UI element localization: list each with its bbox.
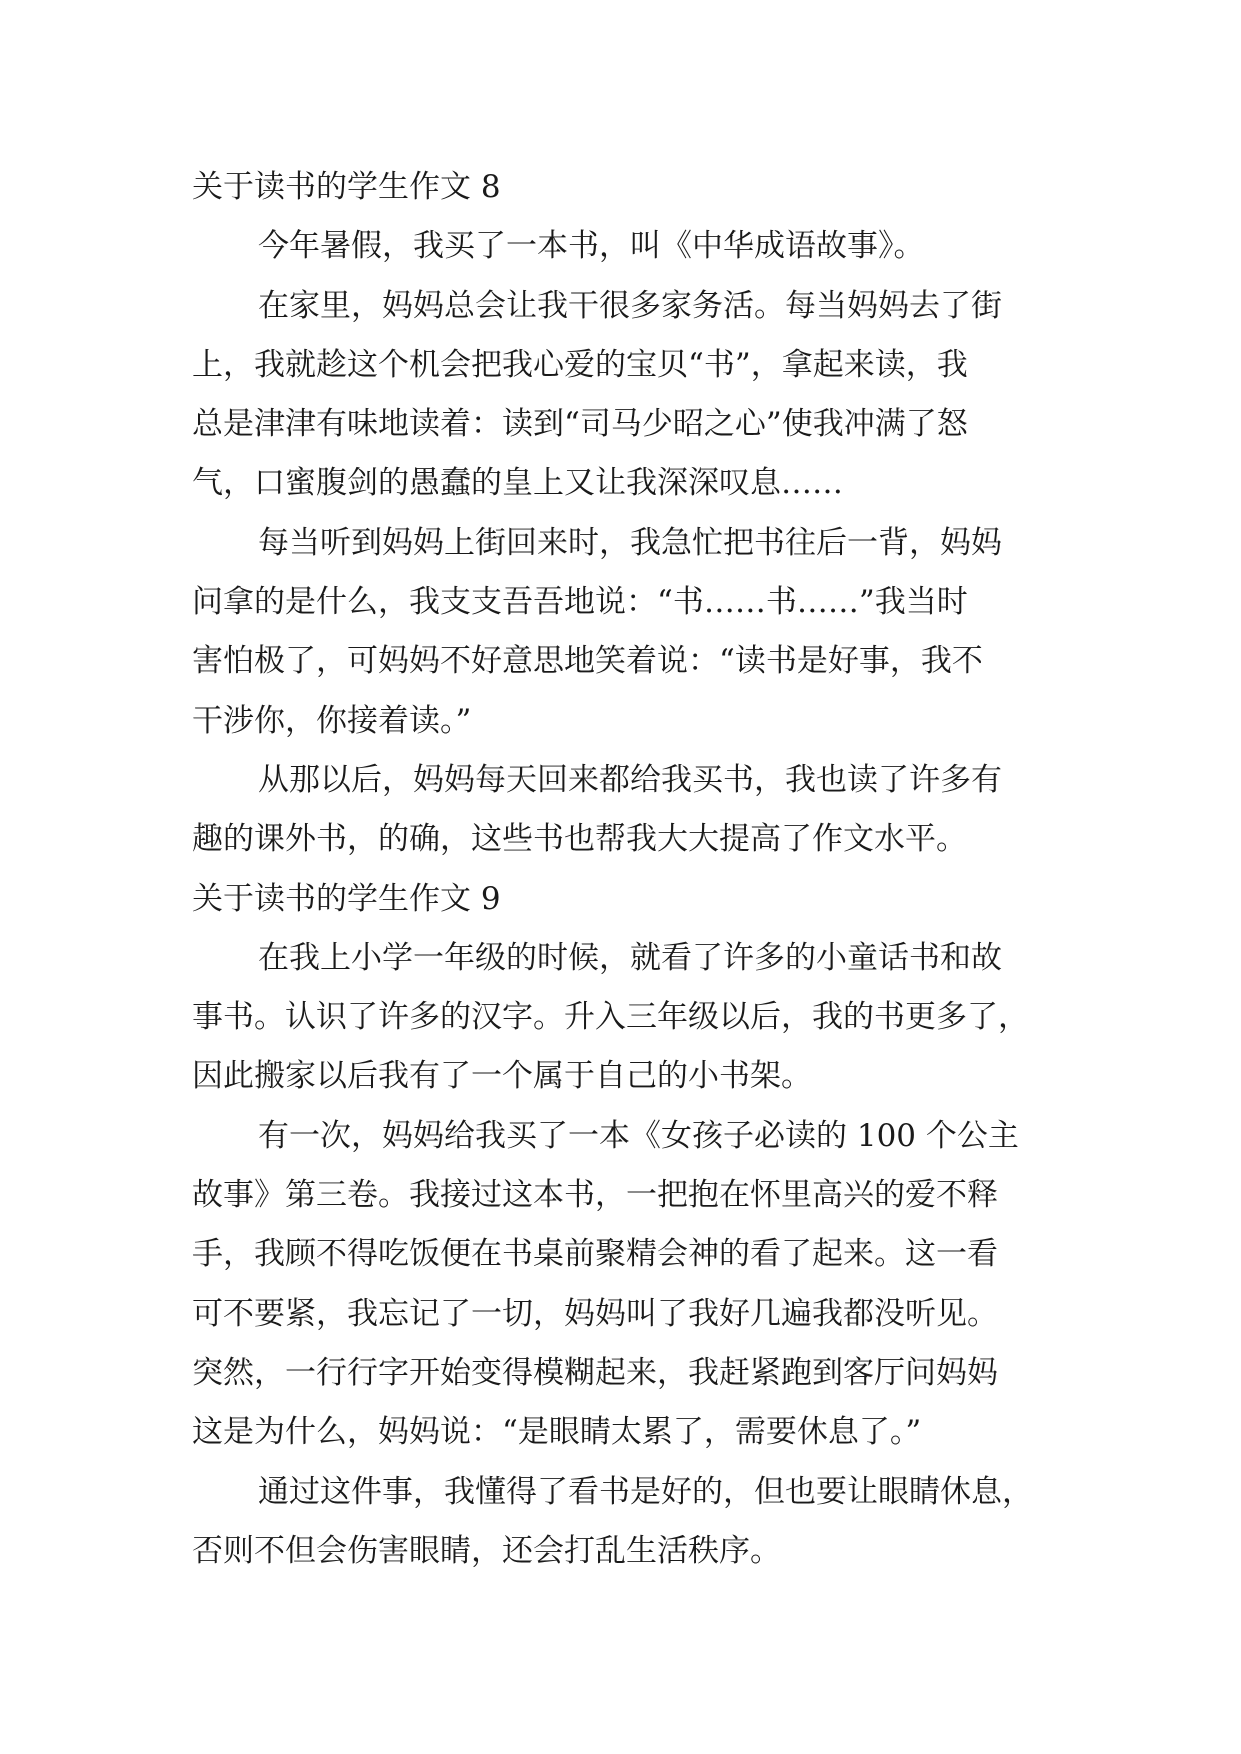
document-body xyxy=(192,158,1052,1581)
paragraph-line: 可不要紧，我忘记了一切，妈妈叫了我好几遍我都没听见。 xyxy=(192,1295,998,1332)
paragraph-first-line: 从那以后，妈妈每天回来都给我买书，我也读了许多有 xyxy=(258,761,1002,798)
paragraph-first-line: 今年暑假，我买了一本书，叫《中华成语故事》。 xyxy=(258,228,925,265)
paragraph-first-line: 通过这件事，我懂得了看书是好的，但也要让眼睛休息， xyxy=(258,1473,1033,1510)
paragraph-line: 突然，一行行字开始变得模糊起来，我赶紧跑到客厅问妈妈 xyxy=(192,1354,998,1391)
essay-heading: 关于读书的学生作文 8 xyxy=(192,169,501,205)
paragraph-line: 上，我就趁这个机会把我心爱的宝贝“书”，拿起来读，我 xyxy=(192,346,968,383)
paragraph-line: 总是津津有味地读着：读到“司马少昭之心”使我冲满了怒 xyxy=(192,406,968,443)
paragraph-first-line: 在家里，妈妈总会让我干很多家务活。每当妈妈去了街 xyxy=(258,287,1002,324)
paragraph-line: 事书。认识了许多的汉字。升入三年级以后，我的书更多了， xyxy=(192,999,1029,1036)
paragraph-line: 故事》第三卷。我接过这本书，一把抱在怀里高兴的爱不释 xyxy=(192,1177,998,1214)
paragraph-line: 气，口蜜腹剑的愚蠢的皇上又让我深深叹息…… xyxy=(192,465,843,502)
paragraph-line: 否则不但会伤害眼睛，还会打乱生活秩序。 xyxy=(192,1532,781,1569)
paragraph-first-line: 有一次，妈妈给我买了一本《女孩子必读的 100 个公主 xyxy=(258,1117,1019,1154)
paragraph-line: 手，我顾不得吃饭便在书桌前聚精会神的看了起来。这一看 xyxy=(192,1236,998,1273)
essay-heading: 关于读书的学生作文 9 xyxy=(192,880,501,917)
paragraph-line: 因此搬家以后我有了一个属于自己的小书架。 xyxy=(192,1058,812,1095)
paragraph-line: 害怕极了，可妈妈不好意思地笑着说：“读书是好事，我不 xyxy=(192,643,983,680)
paragraph-first-line: 每当听到妈妈上街回来时，我急忙把书往后一背，妈妈 xyxy=(258,524,1002,561)
paragraph-line: 趣的课外书，的确，这些书也帮我大大提高了作文水平。 xyxy=(192,821,967,858)
paragraph-line: 这是为什么，妈妈说：“是眼睛太累了，需要休息了。” xyxy=(192,1414,922,1451)
paragraph-first-line: 在我上小学一年级的时候，就看了许多的小童话书和故 xyxy=(258,939,1002,976)
paragraph-line: 干涉你，你接着读。” xyxy=(192,702,472,739)
paragraph-line: 问拿的是什么，我支支吾吾地说：“书……书……”我当时 xyxy=(192,584,968,621)
